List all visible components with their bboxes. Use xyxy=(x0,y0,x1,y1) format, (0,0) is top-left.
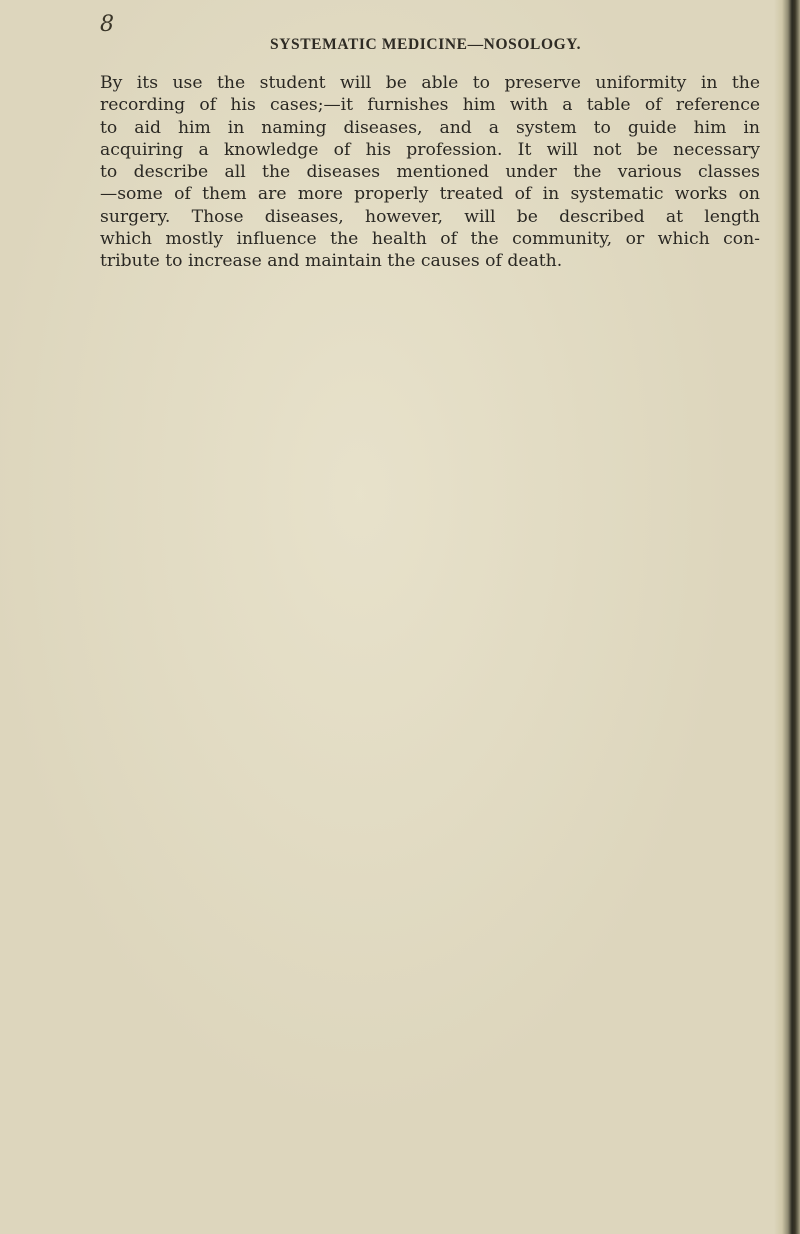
text-line: surgery. Those diseases, however, will be described at length xyxy=(100,206,760,227)
body-paragraph xyxy=(100,72,760,273)
text-line: tribute to increase and maintain the causes of death. xyxy=(100,251,563,272)
page-edge-shadow xyxy=(774,0,800,1234)
text-line: to aid him in naming diseases, and a system to guide him in xyxy=(100,117,760,138)
text-line: By its use the student will be able to preserve uniformity in the xyxy=(100,73,760,93)
page-number: 8 xyxy=(100,12,114,37)
text-line: to describe all the diseases mentioned under the various classes xyxy=(100,162,760,183)
text-line: which mostly influence the health of the community, or which con- xyxy=(100,229,760,250)
text-line: recording of his cases;—it furnishes him with a table of reference xyxy=(100,95,760,116)
running-head: SYSTEMATIC MEDICINE—NOSOLOGY. xyxy=(270,36,582,53)
text-line: acquiring a knowledge of his profession. It will not be necessary xyxy=(100,139,760,160)
text-line: —some of them are more properly treated of in systematic works on xyxy=(100,184,760,205)
